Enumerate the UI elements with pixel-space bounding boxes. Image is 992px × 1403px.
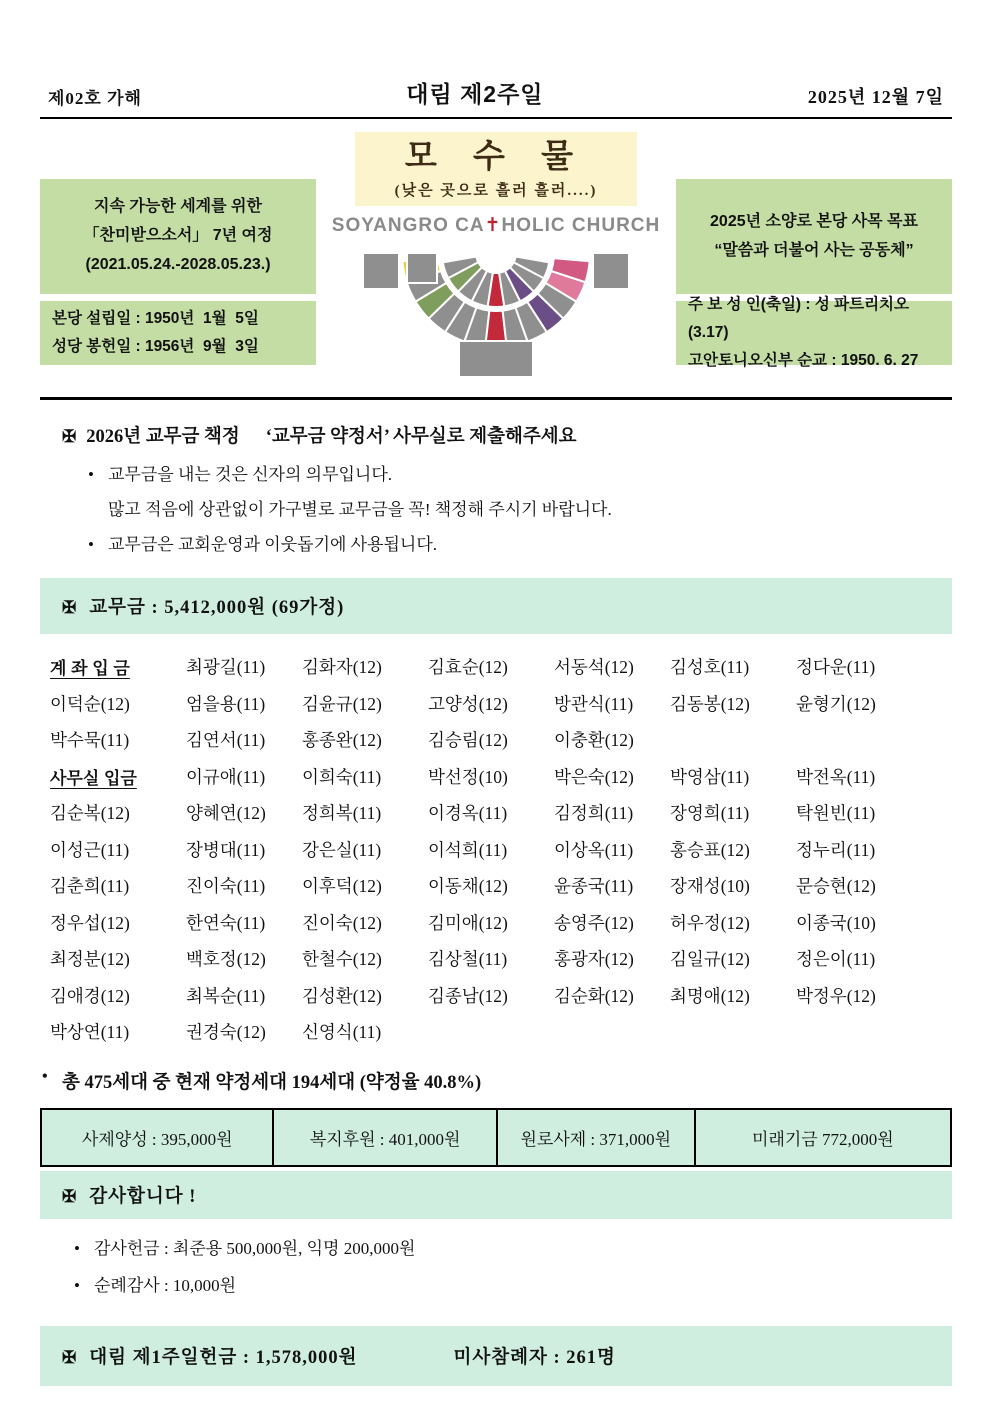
thanks-text: 감사합니다 ! — [89, 1186, 197, 1207]
donor-name: 이종국(10) — [796, 912, 876, 933]
masthead — [40, 132, 952, 379]
names-row — [50, 685, 952, 722]
mass-attendance-text: 미사참례자 : 261명 — [453, 1348, 616, 1369]
names-row — [50, 867, 952, 904]
thanks-bullets — [40, 1231, 952, 1304]
church-name-post: HOLIC CHURCH — [501, 214, 661, 236]
laudato-si-line3: (2021.05.24.-2028.05.23.) — [85, 255, 271, 273]
donor-name: 김상철(11) — [428, 949, 508, 970]
donor-name: 이규애(11) — [186, 766, 266, 787]
pastoral-goal-box — [676, 179, 952, 294]
donor-name: 문승현(12) — [796, 876, 876, 897]
names-row — [50, 940, 952, 977]
pilgrimage-thanks-line: • 순례감사 : 10,000원 — [74, 1268, 952, 1305]
donor-name: 장재성(10) — [670, 876, 750, 897]
weekly-collection-box — [40, 1326, 952, 1386]
laudato-si-line2: 「찬미받으소서」 7년 여정 — [83, 227, 273, 245]
pledge-summary-line: • 총 475세대 중 현재 약정세대 194세대 (약정율 40.8%) — [40, 1068, 952, 1094]
donor-name: 김순화(12) — [554, 985, 634, 1006]
patron-saint-box — [676, 296, 952, 369]
donor-name: 이충환(12) — [554, 730, 634, 751]
donor-name: 이희숙(11) — [302, 766, 382, 787]
deposit-group-label: 계 좌 입 금 — [50, 659, 130, 679]
donor-name: 이상옥(11) — [554, 839, 634, 860]
pastoral-goal-line1: 2025년 소양로 본당 사목 목표 — [710, 212, 918, 230]
names-row — [50, 831, 952, 868]
donor-name: 장영희(11) — [670, 803, 750, 824]
donor-name: 홍광자(12) — [554, 949, 634, 970]
bulletin-page — [40, 0, 952, 1386]
donor-name: 김동봉(12) — [670, 693, 750, 714]
names-row — [50, 977, 952, 1014]
names-row — [50, 721, 952, 758]
offering-total-text: 교무금 : 5,412,000원 (69가정) — [89, 598, 345, 619]
donor-name: 윤형기(12) — [796, 693, 876, 714]
donor-name: 진이숙(11) — [186, 876, 266, 897]
donor-name: 박영삼(11) — [670, 766, 750, 787]
donor-name: 서동석(12) — [554, 657, 634, 678]
donor-name: 김성호(11) — [670, 657, 750, 678]
pledge-heading-part2: ‘교무금 약정서’ 사무실로 제출해주세요 — [265, 426, 577, 447]
donor-name: 강은실(11) — [302, 839, 382, 860]
donor-name: 윤종국(11) — [554, 876, 634, 897]
names-row — [50, 1013, 952, 1050]
donor-name: 한연숙(11) — [186, 912, 266, 933]
pledge-bullet-1-continued: 많고 적음에 상관없이 가구별로 교무금을 꼭! 책정해 주시기 바랍니다. — [108, 499, 612, 519]
donor-name: 정우섭(12) — [50, 912, 130, 933]
donor-name: 장병대(11) — [186, 839, 266, 860]
donor-name: 정희복(11) — [302, 803, 382, 824]
donor-name: 허우정(12) — [670, 912, 750, 933]
names-row — [50, 758, 952, 795]
logo-block — [593, 253, 629, 289]
fund-cell-senior-priests: 원로사제 : 371,000원 — [498, 1110, 696, 1165]
donor-name: 김순복(12) — [50, 803, 130, 824]
pledge-notice-heading — [40, 422, 952, 448]
names-row — [50, 648, 952, 685]
donor-name: 이석희(11) — [428, 839, 508, 860]
donor-name: 김미애(12) — [428, 912, 508, 933]
masthead-left-column — [40, 132, 316, 379]
donor-name: 김화자(12) — [302, 657, 382, 678]
cross-marker-icon: ✠ — [62, 426, 77, 446]
donor-name: 김정희(11) — [554, 803, 634, 824]
issue-date: 2025년 12월 7일 — [807, 87, 944, 107]
donor-name: 박은숙(12) — [554, 766, 634, 787]
deposit-group-label: 사무실 입금 — [50, 768, 137, 788]
page-title: 대림 제2주일 — [406, 81, 544, 107]
donor-name: 김종남(12) — [428, 985, 508, 1006]
donor-name: 방관식(11) — [554, 693, 634, 714]
donor-name: 엄을용(11) — [186, 693, 266, 714]
names-row — [50, 904, 952, 941]
collection-amount-text: 대림 제1주일헌금 : 1,578,000원 — [89, 1348, 358, 1369]
laudato-si-box — [40, 179, 316, 294]
donor-name: 최정분(12) — [50, 949, 130, 970]
donor-name: 박수묵(11) — [50, 730, 130, 751]
collection-left — [62, 1343, 358, 1369]
logo-stem — [459, 341, 533, 377]
donor-name: 이경옥(11) — [428, 803, 508, 824]
offering-total-box — [40, 578, 952, 634]
donor-name: 박상연(11) — [50, 1022, 130, 1043]
bulletin-motto: (낮은 곳으로 흘러 흘러....) — [394, 182, 598, 199]
donor-name: 송영주(12) — [554, 912, 634, 933]
logo-block — [407, 253, 437, 283]
donor-name: 최복순(11) — [186, 985, 266, 1006]
donor-name: 최광길(11) — [186, 657, 266, 678]
donor-name: 이성근(11) — [50, 839, 130, 860]
pledge-heading-part1: 2026년 교무금 책정 — [86, 426, 240, 447]
donor-name: 진이숙(12) — [302, 912, 382, 933]
donor-name: 정누리(11) — [796, 839, 876, 860]
fund-table — [40, 1108, 952, 1167]
donor-name: 박선정(10) — [428, 766, 508, 787]
cross-marker-icon: ✠ — [62, 1348, 78, 1368]
dedication-date-line: 성당 봉헌일 : 1956년 9월 3일 — [52, 338, 259, 355]
church-name-pre: SOYANGRO CA — [331, 214, 485, 236]
masthead-right-column — [676, 132, 952, 379]
founding-date-line: 본당 설립일 : 1950년 1월 5일 — [52, 310, 259, 328]
cross-icon: ✝ — [484, 214, 502, 236]
masthead-center-column — [326, 132, 666, 379]
donor-name: 백호정(12) — [186, 949, 266, 970]
donor-name: 김연서(11) — [186, 730, 266, 751]
donor-name: 탁원빈(11) — [796, 803, 876, 824]
donor-name: 김애경(12) — [50, 985, 130, 1006]
donor-name: 권경숙(12) — [186, 1022, 266, 1043]
page-header — [40, 76, 952, 119]
donor-name: 이덕순(12) — [50, 693, 130, 714]
names-row — [50, 794, 952, 831]
pledge-bullet-2: • 교무금은 교회운영과 이웃돕기에 사용됩니다. — [88, 528, 952, 563]
donor-name: 정다운(11) — [796, 657, 876, 678]
donor-name: 김성환(12) — [302, 985, 382, 1006]
donor-name: 박전옥(11) — [796, 766, 876, 787]
donor-name: 양혜연(12) — [186, 803, 266, 824]
bulletin-name-box — [355, 132, 637, 206]
donor-name: 홍종완(12) — [302, 730, 382, 751]
martyrdom-line: 고안토니오신부 순교 : 1950. 6. 27 — [688, 351, 919, 369]
pledge-notice-bullets — [40, 458, 952, 563]
thanks-offering-line: • 감사헌금 : 최준용 500,000원, 익명 200,000원 — [74, 1231, 952, 1268]
fund-cell-priest-formation: 사제양성 : 395,000원 — [42, 1110, 274, 1165]
church-fan-logo — [361, 239, 631, 379]
church-name-english — [332, 214, 660, 237]
donor-name: 김효순(12) — [428, 657, 508, 678]
parish-dates-box — [40, 301, 316, 365]
donor-name: 김춘희(11) — [50, 876, 130, 897]
donor-name: 홍승표(12) — [670, 839, 750, 860]
fund-cell-welfare: 복지후원 : 401,000원 — [274, 1110, 497, 1165]
donor-name: 이동채(12) — [428, 876, 508, 897]
thanks-box — [40, 1171, 952, 1219]
donor-name: 김승림(12) — [428, 730, 508, 751]
issue-number: 제02호 가해 — [48, 89, 142, 108]
donor-name: 최명애(12) — [670, 985, 750, 1006]
donor-name: 김윤규(12) — [302, 693, 382, 714]
cross-marker-icon: ✠ — [62, 1186, 78, 1206]
section-divider — [40, 397, 952, 400]
donor-name: 김일규(12) — [670, 949, 750, 970]
donor-name: 이후덕(12) — [302, 876, 382, 897]
patron-saint-line: 주 보 성 인(축일) : 성 파트리치오(3.17) — [688, 296, 910, 342]
pastoral-goal-line2: “말씀과 더불어 사는 공동체” — [714, 241, 914, 259]
donor-name: 고양성(12) — [428, 693, 508, 714]
names-grid — [40, 648, 952, 1050]
donor-name: 한철수(12) — [302, 949, 382, 970]
cross-marker-icon: ✠ — [62, 598, 78, 618]
donor-name: 박정우(12) — [796, 985, 876, 1006]
laudato-si-line1: 지속 가능한 세계를 위한 — [94, 198, 262, 216]
fund-cell-future-fund: 미래기금 772,000원 — [696, 1110, 950, 1165]
donor-name: 신영식(11) — [302, 1022, 382, 1043]
donor-name: 정은이(11) — [796, 949, 876, 970]
bulletin-name: 모 수 물 — [404, 139, 588, 175]
pledge-bullet-1: • 교무금을 내는 것은 신자의 의무입니다. — [88, 458, 952, 493]
logo-block — [363, 253, 399, 289]
